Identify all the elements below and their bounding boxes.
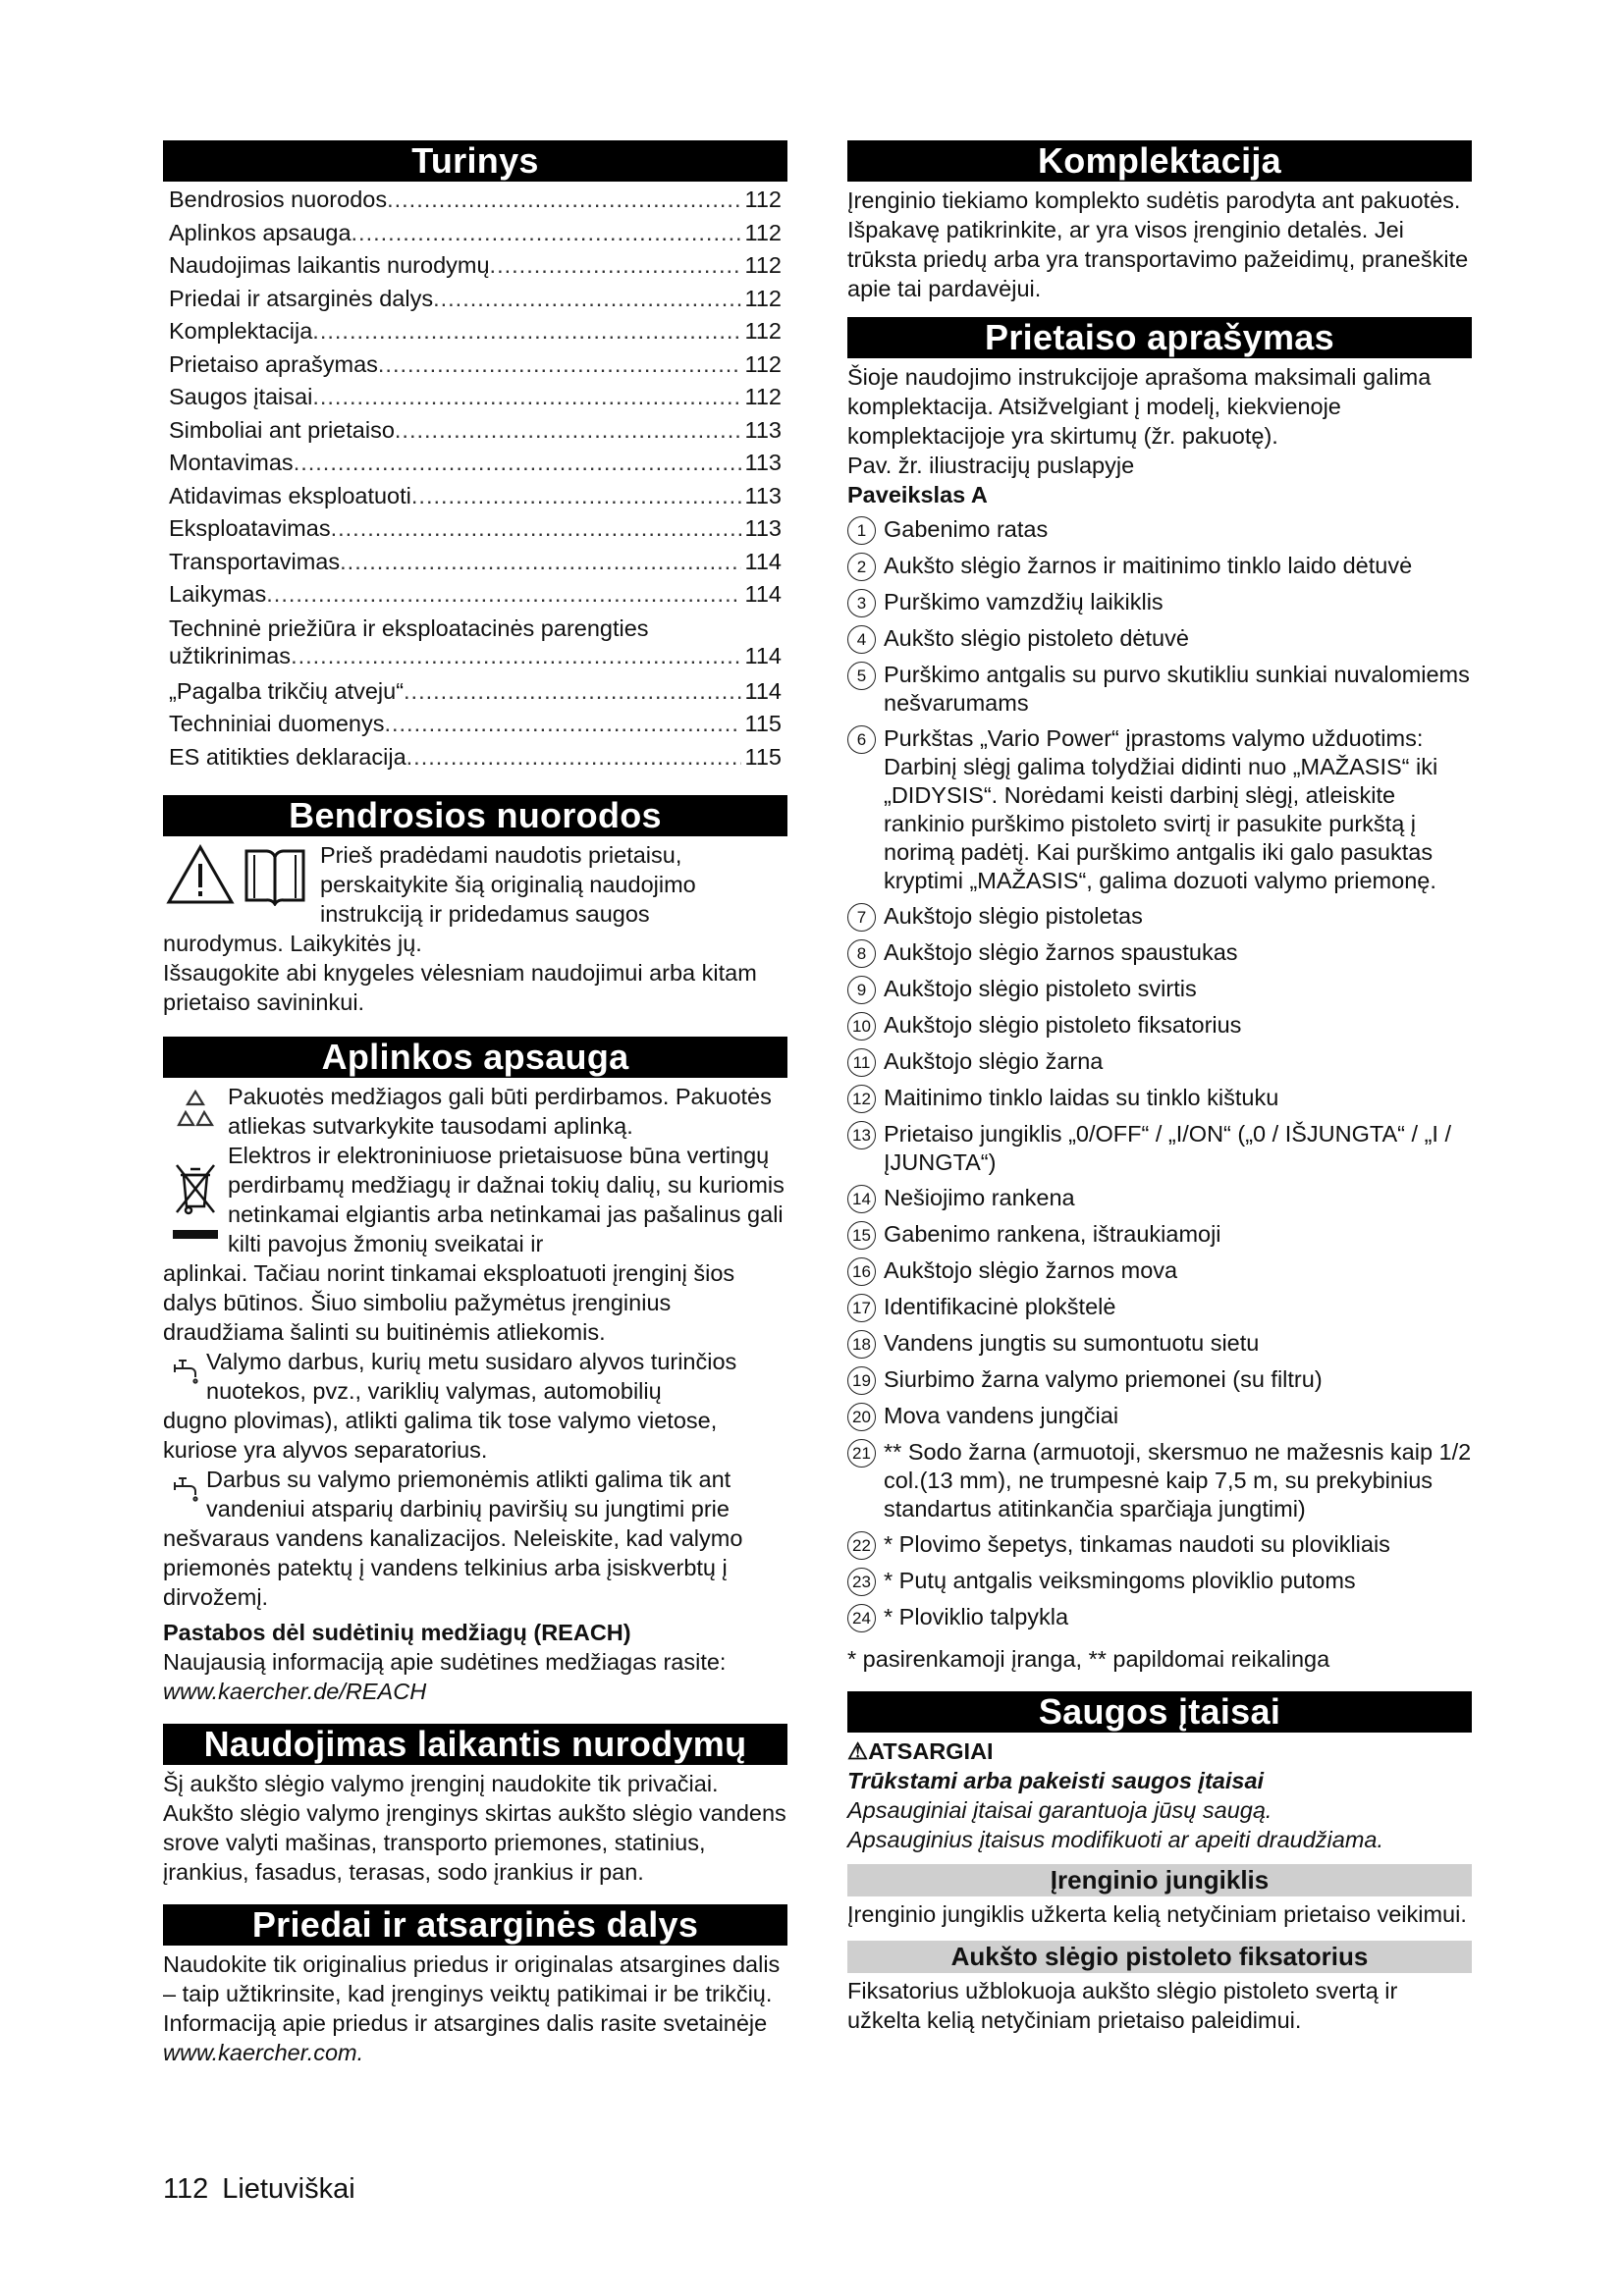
- callout-number: 6: [847, 725, 876, 754]
- list-item: 20 Mova vandens jungčiai: [847, 1402, 1472, 1431]
- page-number: 112: [163, 2173, 209, 2205]
- callout-number: 17: [847, 1294, 876, 1322]
- general-heading: Bendrosios nuorodos: [163, 795, 787, 836]
- list-item: 17 Identifikacinė plokštelė: [847, 1293, 1472, 1322]
- safety-heading: Saugos įtaisai: [847, 1691, 1472, 1733]
- toc-item[interactable]: Simboliai ant prietaiso ..... 113: [163, 414, 787, 448]
- warning-triangle-icon: [163, 840, 238, 909]
- right-column: Komplektacija Įrenginio tiekiamo komplekto sudėtis parodyta ant pakuotės. Išpakavę patikrinkite, ar yra visos įrenginio detalės. Jei trūksta priedų arba yra transportavimo pažeidimų, praneškite apie tai pardavėjui. Prietaiso aprašymas Šioje naudojimo instrukcijoje aprašoma maksimali galima komplektacija. Atsižvelgiant į modelį, kiekvienoje komplektacijoje yra skirtumų (žr. pakuotę). Pav. žr. iliustracijų puslapyje Paveikslas A 1 Gabenimo ratas 2 Aukšto slėgio žarnos ir maitinimo tinklo laido dėtuvė 3 Purškimo vamzdžių laikiklis 4 Aukšto slėgio pistoleto dėtuvė 5 Purškimo antgalis su purvo skutikliu sunkiai nuvalomiems nešvarumams 6 Purkštas „Vario Power“ įprastoms valymo užduotims: Darbinį slėgį galima tolydžiai didinti nuo „MAŽASIS“ iki „DIDYSIS“. Norėdami keisti darbinį slėgį, atleiskite rankinio purškimo pistoleto svirtį ir pasukite purkštą į norimą padėtį. Kai purškimo antgalis iki galo pasuktas kryptimi „MAŽASIS“, galima dozuoti valymo priemonę. 7 Aukštojo slėgio pistoletas 8 Aukštojo slėgio žarnos spaustukas 9 Aukštojo slėgio pistoleto svirtis 10 Aukštojo slėgio pistoleto fiksatorius 11 Aukštojo slėgio žarna 12 Maitinimo tinklo laidas su tinklo kištuku 13 Prietaiso jungiklis „0/OFF“ / „I/ON“ („0 / IŠJUNGTA“ / „I / ĮJUNGTA“) 14 Nešiojimo rankena 15 Gabenimo rankena, ištraukiamoji 16 Aukštojo slėgio žarnos mova 17 Identifikacinė plokštelė 18 Vandens jungtis su sumontuotu sietu 19 Siurbimo žarna valymo priemonei (su filtru) 20 Mova vandens jungčiai 21 ** Sodo žarna (armuotoji, skersmuo ne mažesnis kaip 1/2 col.(13 mm), ne trumpesnė kaip 7,5 m, su prekybinius standartus atitinkančia sparčiąja jungtimi) 22 * Plovimo šepetys, tinkamas naudoti su plovikliais 23 * Putų antgalis veiksmingoms ploviklio putoms 24 * Ploviklio talpykla * pasirenkamoji įranga, ** papildomai reikalinga Saugos įtaisai ⚠ATSARGIAI Trūkstami arba pakeisti saugos įtaisai Apsauginiai įtaisai garantuoja jūsų saugą. Apsauginius įtaisus modifikuoti ar apeiti draudžiama. Įrenginio jungiklis Įrenginio jungiklis užkerta kelią netyčiniam prietaiso veikimui. Aukšto slėgio pistoleto fiksatorius Fiksatorius užblokuoja aukšto slėgio pistoleto svertą ir užkelta kelią netyčiniam prietaiso paleidimui.: [847, 140, 1472, 2033]
- figure-label: Paveikslas A: [847, 482, 988, 507]
- callout-number: 18: [847, 1330, 876, 1359]
- list-item: 8 Aukštojo slėgio žarnos spaustukas: [847, 938, 1472, 968]
- toc-item[interactable]: Eksploatavimas ..... 113: [163, 512, 787, 546]
- list-item: 11 Aukštojo slėgio žarna: [847, 1047, 1472, 1077]
- kaercher-link[interactable]: www.kaercher.com.: [163, 2040, 364, 2065]
- warning-label: ⚠ATSARGIAI: [847, 1738, 994, 1764]
- parts-heading: Priedai ir atsarginės dalys: [163, 1904, 787, 1946]
- general-text-cont: nurodymus. Laikykitės jų.: [163, 931, 422, 956]
- callout-number: 15: [847, 1221, 876, 1250]
- toc-item[interactable]: Naudojimas laikantis nurodymų ..... 112: [163, 249, 787, 283]
- callout-number: 3: [847, 589, 876, 617]
- callout-number: 22: [847, 1531, 876, 1560]
- list-item: 6 Purkštas „Vario Power“ įprastoms valymo užduotims: Darbinį slėgį galima tolydžiai didinti nuo „MAŽASIS“ iki „DIDYSIS“. Norėdami keisti darbinį slėgį, atleiskite rankinio purškimo pistoleto svirtį ir pasukite purkštą į norimą padėtį. Kai purškimo antgalis iki galo pasuktas kryptimi „MAŽASIS“, galima dozuoti valymo priemonę.: [847, 724, 1472, 895]
- toc-item[interactable]: Atidavimas eksploatuoti ..... 113: [163, 480, 787, 513]
- callout-number: 2: [847, 553, 876, 581]
- list-item: 13 Prietaiso jungiklis „0/OFF“ / „I/ON“ („0 / IŠJUNGTA“ / „I / ĮJUNGTA“): [847, 1120, 1472, 1177]
- toc-item[interactable]: Saugos įtaisai ..... 112: [163, 381, 787, 414]
- env-oil: Valymo darbus, kurių metu susidaro alyvos turinčios nuotekos, pvz., variklių valymas, automobilių: [163, 1347, 787, 1406]
- switch-subheading: Įrenginio jungiklis: [847, 1864, 1472, 1896]
- toc-item[interactable]: Aplinkos apsauga ..... 112: [163, 217, 787, 250]
- callout-number: 8: [847, 939, 876, 968]
- toc-item[interactable]: Prietaiso aprašymas ..... 112: [163, 348, 787, 382]
- callout-number: 4: [847, 625, 876, 654]
- list-item: 21 ** Sodo žarna (armuotoji, skersmuo ne mažesnis kaip 1/2 col.(13 mm), ne trumpesnė kaip 7,5 m, su prekybinius standartus atitinkančia sparčiąja jungtimi): [847, 1438, 1472, 1523]
- toc-item[interactable]: Bendrosios nuorodos ..... 112: [163, 184, 787, 217]
- left-column: Turinys Bendrosios nuorodos ..... 112 Aplinkos apsauga ..... 112 Naudojimas laikantis nurodymų ..... 112 Priedai ir atsarginės dalys ..... 112 Komplektacija ..... 112 Prietaiso aprašymas ..... 112 Saugos įtaisai ..... 112 Simboliai ant prietaiso ..... 113 Montavimas ..... 113 Atidavimas eksploatuoti ..... 113 Eksploatavimas ..... 113 Transportavimas ..... 114 Laikymas ..... 114 Techninė priežiūra ir eksploatacinės parengties užtikrinimas ..... 114 „Pagalba trikčių atveju“ ..... 114 Techniniai duomenys ..... 115 ES atitikties deklaracija ..... 115 Bendrosios nuorodos Prieš pradėdami naudotis prietaisu, perskaitykite šią originalią naudojimo instrukciją ir pridedamus saugos nurodymus. Laikykitės jų. Išsaugokite abi knygeles vėlesniam naudojimui arba kitam prietaiso savininkui. Aplinkos apsauga Pakuotės medžiagos gali būti perdirbamos. Pakuotės atliekas sutvarkykite tausodami aplinką. Elektros ir elektroniniuose prietaisuose būna vertingų perdirbamų medžiagų ir dažnai tokių dalių, su kuriomis netinkamai elgiantis arba netinkamai jas pašalinus gali kilti pavojus žmonių sveikatai ir aplinkai. Tačiau norint tinkamai eksploatuoti įrenginį šios dalys būtinos. Šiuo simboliu pažymėtus įrenginius draudžiama šalinti su buitinėmis atliekomis. Valymo darbus, kurių metu susidaro alyvos turinčios nuotekos, pvz., variklių valymas, automobilių dugno plovimas), atlikti galima tik tose valymo vietose, kuriose yra alyvos separatorius. Darbus su valymo priemonėmis atlikti galima tik ant vandeniui atsparių darbinių paviršių su jungtimi prie nešvaraus vandens kanalizacijos. Neleiskite, kad valymo priemonės patektų į vandens telkinius arba įsiskverbtų į dirvožemį. Pastabos dėl sudėtinių medžiagų (REACH) Naujausią informaciją apie sudėtines medžiagas rasite: www.kaercher.de/REACH Naudojimas laikantis nurodymų Šį aukšto slėgio valymo įrenginį naudokite tik privačiai. Aukšto slėgio valymo įrenginys skirtas aukšto slėgio vandens srove valyti mašinas, transporto priemones, statinius, įrankius, fasadus, terasas, sodo įrankius ir pan. Priedai ir atsarginės dalys Naudokite tik originalius priedus ir originalas atsargines dalis – taip užtikrinsite, kad įrenginys veiktų patikimai ir be trikčių. Informaciją apie priedus ir atsargines dalis rasite svetainėje www.kaercher.com.: [163, 140, 787, 2067]
- list-item: 15 Gabenimo rankena, ištraukiamoji: [847, 1220, 1472, 1250]
- scope-heading: Komplektacija: [847, 140, 1472, 182]
- callout-number: 12: [847, 1085, 876, 1113]
- list-item: 18 Vandens jungtis su sumontuotu sietu: [847, 1329, 1472, 1359]
- toc-heading: Turinys: [163, 140, 787, 182]
- list-item: 9 Aukštojo slėgio pistoleto svirtis: [847, 975, 1472, 1004]
- callout-number: 14: [847, 1185, 876, 1213]
- env-heading: Aplinkos apsauga: [163, 1037, 787, 1078]
- desc-heading: Prietaiso aprašymas: [847, 317, 1472, 358]
- list-item: 4 Aukšto slėgio pistoleto dėtuvė: [847, 624, 1472, 654]
- parts-note: * pasirenkamoji įranga, ** papildomai reikalinga: [847, 1646, 1330, 1672]
- toc-item[interactable]: Montavimas ..... 113: [163, 447, 787, 480]
- list-item: 12 Maitinimo tinklo laidas su tinklo kištuku: [847, 1084, 1472, 1113]
- parts-list: [847, 515, 1472, 1632]
- list-item: 22 * Plovimo šepetys, tinkamas naudoti su plovikliais: [847, 1530, 1472, 1560]
- list-item: 16 Aukštojo slėgio žarnos mova: [847, 1256, 1472, 1286]
- env-recycle: Pakuotės medžiagos gali būti perdirbamos. Pakuotės atliekas sutvarkykite tausodami aplinką.: [163, 1082, 787, 1141]
- callout-number: 1: [847, 516, 876, 545]
- toc-item[interactable]: „Pagalba trikčių atveju“ ..... 114: [163, 675, 787, 709]
- lock-subheading: Aukšto slėgio pistoleto fiksatorius: [847, 1941, 1472, 1973]
- callout-number: 13: [847, 1121, 876, 1149]
- toc-item[interactable]: Techniniai duomenys ..... 115: [163, 708, 787, 741]
- callout-number: 24: [847, 1604, 876, 1632]
- list-item: 3 Purškimo vamzdžių laikiklis: [847, 588, 1472, 617]
- callout-number: 10: [847, 1012, 876, 1041]
- toc-item[interactable]: ES atitikties deklaracija ..... 115: [163, 741, 787, 774]
- general-intro: [163, 840, 787, 929]
- callout-number: 21: [847, 1439, 876, 1468]
- list-item: 23 * Putų antgalis veiksmingoms ploviklio putoms: [847, 1567, 1472, 1596]
- warning-icon: ⚠: [847, 1738, 869, 1764]
- toc-item[interactable]: Komplektacija ..... 112: [163, 315, 787, 348]
- callout-number: 7: [847, 903, 876, 932]
- toc-item-multiline: Techninė priežiūra ir eksploatacinės parengties: [169, 614, 649, 641]
- callout-number: 19: [847, 1366, 876, 1395]
- callout-number: 5: [847, 662, 876, 690]
- list-item: 5 Purškimo antgalis su purvo skutikliu sunkiai nuvalomiems nešvarumams: [847, 661, 1472, 718]
- callout-number: 23: [847, 1568, 876, 1596]
- recycle-icon: [163, 1082, 228, 1139]
- list-item: 7 Aukštojo slėgio pistoletas: [847, 902, 1472, 932]
- toc-item[interactable]: Transportavimas ..... 114: [163, 546, 787, 579]
- book-manual-icon: [238, 840, 312, 909]
- water-tap-icon: [163, 1347, 206, 1392]
- callout-number: 16: [847, 1257, 876, 1286]
- toc-item[interactable]: Priedai ir atsarginės dalys ..... 112: [163, 283, 787, 316]
- list-item: 19 Siurbimo žarna valymo priemonei (su filtru): [847, 1365, 1472, 1395]
- language-label: Lietuviškai: [222, 2173, 355, 2205]
- general-text: Prieš pradėdami naudotis prietaisu, perskaitykite šią originalią naudojimo instrukciją ir pridedamus saugos: [320, 842, 696, 927]
- reach-title: Pastabos dėl sudėtinių medžiagų (REACH): [163, 1620, 631, 1645]
- callout-number: 9: [847, 976, 876, 1004]
- list-item: 2 Aukšto slėgio žarnos ir maitinimo tinklo laido dėtuvė: [847, 552, 1472, 581]
- list-item: 14 Nešiojimo rankena: [847, 1184, 1472, 1213]
- page-footer: [163, 2173, 369, 2206]
- env-agents: Darbus su valymo priemonėmis atlikti galima tik ant vandeniui atsparių darbinių paviršių su jungtimi prie: [163, 1465, 787, 1523]
- reach-text: Naujausią informaciją apie sudėtines medžiagas rasite:: [163, 1649, 727, 1675]
- list-item: 10 Aukštojo slėgio pistoleto fiksatorius: [847, 1011, 1472, 1041]
- toc-list: [163, 184, 787, 774]
- callout-number: 11: [847, 1048, 876, 1077]
- water-tap-icon: [163, 1465, 206, 1510]
- reach-link[interactable]: www.kaercher.de/REACH: [163, 1679, 427, 1704]
- toc-item[interactable]: užtikrinimas ..... 114: [163, 643, 787, 668]
- general-text-2: Išsaugokite abi knygeles vėlesniam naudojimui arba kitam prietaiso savininkui.: [163, 960, 757, 1015]
- toc-item[interactable]: Laikymas ..... 114: [163, 578, 787, 612]
- usage-heading: Naudojimas laikantis nurodymų: [163, 1724, 787, 1765]
- crossed-bin-icon: [163, 1141, 228, 1258]
- list-item: 24 * Ploviklio talpykla: [847, 1603, 1472, 1632]
- callout-number: 20: [847, 1403, 876, 1431]
- list-item: 1 Gabenimo ratas: [847, 515, 1472, 545]
- env-weee: Elektros ir elektroniniuose prietaisuose būna vertingų perdirbamų medžiagų ir dažnai tokių dalių, su kuriomis netinkamai elgiantis arba netinkamai jas pašalinus gali kilti pavojus žmonių sveikatai ir: [163, 1141, 787, 1258]
